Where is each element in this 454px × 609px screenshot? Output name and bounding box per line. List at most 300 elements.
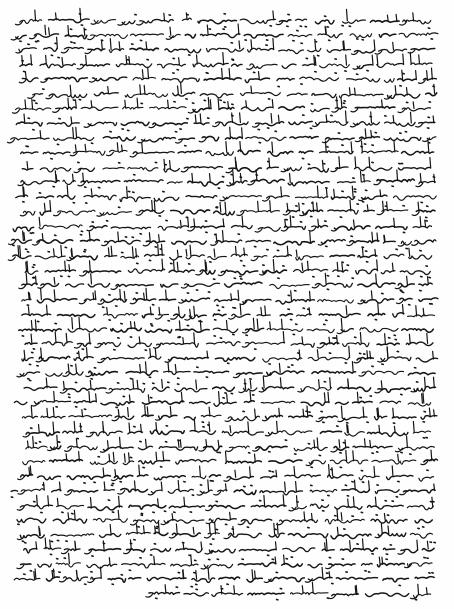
ink-ascender bbox=[50, 201, 51, 212]
ink-ascender bbox=[380, 190, 381, 197]
ink-descender bbox=[80, 272, 87, 276]
ink-word bbox=[193, 63, 228, 67]
ink-word bbox=[310, 504, 328, 508]
ink-descender bbox=[188, 227, 195, 231]
ink-word bbox=[276, 300, 315, 304]
ink-ascender bbox=[41, 348, 42, 358]
handwritten-line bbox=[19, 318, 434, 337]
ink-word bbox=[20, 64, 32, 66]
ink-ascender bbox=[68, 26, 69, 36]
ink-descender bbox=[54, 212, 61, 216]
ink-descender bbox=[326, 565, 333, 569]
ink-word bbox=[316, 121, 348, 125]
ink-ascender bbox=[352, 186, 353, 197]
ink-ascender bbox=[175, 365, 176, 373]
ink-ascender bbox=[413, 13, 414, 21]
ink-ascender bbox=[89, 392, 90, 402]
ink-word bbox=[22, 416, 37, 418]
ink-word bbox=[34, 34, 58, 37]
ink-ascender bbox=[45, 538, 46, 549]
ink-ascender bbox=[275, 557, 276, 564]
ink-ascender bbox=[31, 334, 32, 344]
ink-ascender bbox=[407, 276, 408, 284]
ink-ascender bbox=[273, 11, 274, 20]
ink-word bbox=[64, 577, 88, 581]
handwritten-line bbox=[24, 538, 436, 556]
ink-word bbox=[45, 77, 87, 81]
ink-ascender bbox=[66, 333, 67, 343]
ink-descender bbox=[95, 344, 102, 348]
ink-ascender bbox=[302, 586, 303, 594]
ink-word bbox=[269, 533, 284, 537]
ink-ascender bbox=[263, 377, 264, 388]
handwritten-line bbox=[17, 362, 435, 379]
ink-ascender bbox=[378, 303, 379, 314]
ink-ascender bbox=[244, 248, 245, 256]
ink-ascender bbox=[193, 527, 194, 534]
ink-ascender bbox=[231, 294, 232, 301]
ink-word bbox=[315, 283, 352, 287]
ink-ascender bbox=[375, 497, 376, 506]
ink-ascender bbox=[181, 82, 182, 93]
ink-ascender bbox=[417, 540, 418, 550]
ink-ascender bbox=[196, 571, 197, 580]
ink-descender bbox=[28, 95, 35, 99]
ink-word bbox=[73, 151, 105, 155]
ink-descender bbox=[226, 169, 233, 173]
ink-ascender bbox=[310, 232, 311, 243]
ink-ascender bbox=[255, 571, 256, 579]
ink-ascender bbox=[341, 513, 342, 521]
ink-word bbox=[194, 371, 229, 373]
ink-ascender bbox=[349, 88, 350, 95]
ink-word bbox=[269, 460, 302, 463]
ink-ascender bbox=[46, 378, 47, 388]
ink-word bbox=[170, 257, 182, 260]
ink-ascender bbox=[129, 395, 130, 403]
ink-ascender bbox=[256, 170, 257, 181]
ink-ascender bbox=[30, 466, 31, 476]
ink-word bbox=[198, 20, 236, 24]
ink-ascender bbox=[142, 70, 143, 79]
ink-ascender bbox=[68, 98, 69, 108]
ink-ascender bbox=[118, 510, 119, 519]
ink-ascender bbox=[113, 452, 114, 462]
ink-ascender bbox=[382, 557, 383, 564]
ink-descender bbox=[226, 448, 233, 452]
ink-ascender bbox=[290, 173, 291, 182]
ink-word bbox=[419, 122, 435, 123]
ink-ascender bbox=[101, 567, 102, 578]
ink-ascender bbox=[146, 288, 147, 299]
handwritten-line bbox=[26, 435, 435, 454]
ink-ascender bbox=[377, 55, 378, 64]
ink-word bbox=[226, 461, 262, 464]
ink-ascender bbox=[96, 394, 97, 402]
ink-ascender bbox=[365, 439, 366, 447]
ink-ascender bbox=[141, 424, 142, 432]
ink-ascender bbox=[178, 86, 179, 94]
ink-word bbox=[319, 64, 349, 68]
ink-ascender bbox=[139, 337, 140, 344]
ink-ascender bbox=[226, 451, 227, 462]
ink-word bbox=[105, 255, 117, 256]
ink-ascender bbox=[149, 233, 150, 242]
ink-ascender bbox=[362, 248, 363, 257]
ink-ascender bbox=[367, 205, 368, 212]
ink-ascender bbox=[332, 468, 333, 476]
ink-ascender bbox=[197, 55, 198, 64]
ink-ascender bbox=[118, 410, 119, 417]
ink-ascender bbox=[315, 57, 316, 65]
ink-word bbox=[338, 387, 371, 391]
ink-ascender bbox=[433, 351, 434, 359]
ink-word bbox=[192, 476, 206, 479]
ink-word bbox=[81, 181, 120, 183]
ink-ascender bbox=[73, 174, 74, 182]
ink-ascender bbox=[261, 308, 262, 316]
ink-ascender bbox=[54, 278, 55, 285]
ink-word bbox=[362, 563, 373, 565]
ink-word bbox=[216, 122, 249, 126]
ink-ascender bbox=[218, 98, 219, 108]
ink-word bbox=[53, 519, 86, 524]
ink-ascender bbox=[276, 542, 277, 550]
ink-word bbox=[223, 196, 262, 199]
ink-ascender bbox=[318, 219, 319, 227]
ink-word bbox=[77, 343, 90, 346]
ink-ascender bbox=[129, 453, 130, 462]
ink-ascender bbox=[348, 379, 349, 389]
ink-word bbox=[126, 532, 150, 534]
ink-ascender bbox=[431, 450, 432, 461]
ink-word bbox=[308, 49, 321, 52]
ink-ascender bbox=[156, 423, 157, 432]
ink-word bbox=[375, 490, 399, 494]
ink-word bbox=[399, 33, 438, 37]
ink-word bbox=[140, 19, 174, 23]
ink-word bbox=[398, 167, 430, 169]
ink-ascender bbox=[325, 273, 326, 284]
ink-ascender bbox=[170, 407, 171, 417]
handwritten-line bbox=[23, 450, 438, 468]
ink-ascender bbox=[347, 9, 348, 20]
ink-descender bbox=[155, 316, 162, 320]
ink-word bbox=[39, 225, 82, 229]
ink-ascender bbox=[240, 142, 241, 152]
ink-descender bbox=[398, 551, 405, 555]
ink-ascender bbox=[176, 524, 177, 534]
ink-ascender bbox=[170, 27, 171, 35]
ink-descender bbox=[239, 389, 246, 393]
ink-ascender bbox=[119, 42, 120, 50]
ink-word bbox=[56, 107, 76, 110]
ink-word bbox=[101, 357, 144, 359]
ink-ascender bbox=[238, 290, 239, 300]
ink-word bbox=[209, 505, 245, 508]
ink-word bbox=[57, 505, 84, 509]
ink-ascender bbox=[314, 440, 315, 448]
ink-ascender bbox=[234, 586, 235, 594]
ink-word bbox=[56, 563, 80, 567]
ink-word bbox=[159, 299, 175, 301]
ink-ascender bbox=[74, 422, 75, 433]
ink-ascender bbox=[360, 333, 361, 344]
ink-word bbox=[296, 256, 324, 260]
ink-word bbox=[415, 577, 434, 579]
ink-ascender bbox=[52, 571, 53, 578]
ink-word bbox=[277, 78, 294, 80]
ink-ascender bbox=[348, 499, 349, 507]
ink-ascender bbox=[226, 142, 227, 153]
ink-ascender bbox=[120, 290, 121, 301]
ink-word bbox=[24, 549, 37, 553]
ink-word bbox=[171, 564, 198, 566]
ink-descender bbox=[206, 507, 213, 511]
ink-descender bbox=[374, 181, 381, 185]
ink-word bbox=[58, 210, 95, 215]
ink-ascender bbox=[337, 527, 338, 535]
ink-ascender bbox=[155, 349, 156, 358]
ink-ascender bbox=[394, 426, 395, 433]
ink-word bbox=[322, 549, 334, 551]
ink-descender bbox=[351, 108, 358, 112]
ink-word bbox=[146, 241, 164, 243]
ink-descender bbox=[84, 124, 91, 128]
ink-descender bbox=[264, 579, 271, 583]
ink-word bbox=[403, 490, 435, 493]
ink-word bbox=[99, 534, 120, 538]
ink-word bbox=[294, 269, 328, 272]
ink-ascender bbox=[210, 174, 211, 183]
ink-ascender bbox=[31, 406, 32, 417]
ink-ascender bbox=[110, 525, 111, 535]
ink-word bbox=[91, 577, 102, 579]
ink-word bbox=[257, 315, 270, 316]
ink-ascender bbox=[407, 436, 408, 447]
ink-word bbox=[334, 447, 349, 451]
ink-ascender bbox=[147, 407, 148, 416]
ink-ascender bbox=[186, 250, 187, 257]
ink-word bbox=[419, 477, 434, 482]
ink-ascender bbox=[210, 100, 211, 109]
ink-ascender bbox=[255, 454, 256, 462]
ink-ascender bbox=[42, 234, 43, 241]
ink-word bbox=[20, 505, 52, 509]
ink-ascender bbox=[341, 99, 342, 109]
ink-word bbox=[377, 63, 404, 67]
ink-word bbox=[241, 519, 272, 524]
ink-ascender bbox=[201, 542, 202, 550]
ink-word bbox=[291, 592, 329, 594]
ink-word bbox=[124, 180, 163, 182]
ink-word bbox=[161, 284, 178, 287]
ink-word bbox=[204, 564, 232, 568]
ink-ascender bbox=[317, 203, 318, 212]
ink-ascender bbox=[329, 337, 330, 344]
ink-descender bbox=[111, 286, 118, 290]
ink-word bbox=[241, 210, 280, 212]
ink-ascender bbox=[409, 334, 410, 343]
ink-ascender bbox=[95, 291, 96, 300]
ink-word bbox=[26, 446, 47, 449]
ink-word bbox=[411, 63, 432, 65]
handwritten-line bbox=[14, 567, 434, 586]
ink-ascender bbox=[329, 572, 330, 579]
ink-ascender bbox=[170, 161, 171, 170]
ink-ascender bbox=[299, 203, 300, 211]
ink-word bbox=[214, 402, 236, 406]
ink-descender bbox=[124, 550, 131, 554]
ink-ascender bbox=[150, 307, 151, 315]
handwritten-line bbox=[16, 37, 435, 56]
ink-word bbox=[263, 358, 302, 362]
ink-ascender bbox=[183, 338, 184, 345]
ink-ascender bbox=[285, 482, 286, 492]
ink-ascender bbox=[103, 426, 104, 433]
ink-ascender bbox=[337, 336, 338, 344]
ink-ascender bbox=[372, 55, 373, 65]
ink-ascender bbox=[230, 127, 231, 138]
ink-word bbox=[100, 212, 131, 215]
ink-ascender bbox=[328, 392, 329, 402]
ink-ascender bbox=[341, 319, 342, 330]
ink-descender bbox=[85, 550, 92, 554]
ink-word bbox=[81, 107, 118, 110]
ink-ascender bbox=[251, 40, 252, 50]
ink-ascender bbox=[180, 221, 181, 228]
ink-ascender bbox=[407, 88, 408, 95]
ink-word bbox=[267, 328, 303, 331]
ink-ascender bbox=[434, 377, 435, 388]
ink-ascender bbox=[183, 543, 184, 550]
ink-word bbox=[11, 490, 17, 491]
ink-ascender bbox=[190, 309, 191, 316]
ink-ascender bbox=[156, 452, 157, 461]
ink-word bbox=[178, 150, 201, 153]
ink-ascender bbox=[248, 422, 249, 433]
ink-word bbox=[320, 151, 353, 154]
ink-ascender bbox=[302, 337, 303, 344]
ink-word bbox=[63, 431, 83, 433]
ink-ascender bbox=[411, 112, 412, 123]
ink-ascender bbox=[240, 113, 241, 123]
ink-descender bbox=[61, 49, 68, 53]
ink-word bbox=[21, 180, 59, 184]
ink-ascender bbox=[259, 72, 260, 80]
ink-ascender bbox=[137, 380, 138, 389]
ink-ascender bbox=[144, 526, 145, 534]
ink-word bbox=[176, 548, 203, 552]
ink-word bbox=[350, 34, 372, 38]
ink-ascender bbox=[91, 274, 92, 284]
ink-word bbox=[222, 431, 263, 435]
ink-word bbox=[186, 255, 204, 259]
ink-ascender bbox=[111, 246, 112, 256]
ink-word bbox=[154, 532, 168, 535]
handwritten-line bbox=[24, 377, 436, 395]
ink-word bbox=[206, 151, 233, 155]
ink-ascender bbox=[413, 422, 414, 433]
ink-word bbox=[35, 256, 65, 259]
ink-ascender bbox=[314, 56, 315, 66]
ink-ascender bbox=[79, 452, 80, 461]
ink-word bbox=[130, 34, 163, 36]
ink-ascender bbox=[66, 454, 67, 461]
ink-ascender bbox=[228, 102, 229, 109]
ink-ascender bbox=[230, 512, 231, 519]
ink-descender bbox=[13, 110, 20, 114]
ink-ascender bbox=[87, 348, 88, 358]
ink-descender bbox=[78, 182, 85, 186]
ink-ascender bbox=[433, 116, 434, 123]
ink-ascender bbox=[162, 259, 163, 270]
ink-ascender bbox=[208, 569, 209, 579]
ink-word bbox=[34, 400, 70, 404]
ink-word bbox=[238, 562, 275, 566]
ink-ascender bbox=[287, 203, 288, 211]
ink-ascender bbox=[28, 307, 29, 315]
ink-word bbox=[377, 343, 399, 345]
ink-ascender bbox=[223, 53, 224, 64]
ink-word bbox=[319, 314, 360, 318]
ink-descender bbox=[19, 79, 26, 83]
ink-word bbox=[19, 329, 62, 332]
ink-word bbox=[37, 240, 73, 243]
ink-word bbox=[246, 240, 271, 242]
ink-word bbox=[108, 578, 126, 582]
ink-ascender bbox=[339, 440, 340, 448]
ink-word bbox=[103, 167, 124, 169]
ink-ascender bbox=[165, 585, 166, 593]
ink-ascender bbox=[47, 305, 48, 315]
ink-ascender bbox=[91, 189, 92, 197]
ink-ascender bbox=[75, 541, 76, 550]
ink-ascender bbox=[392, 263, 393, 271]
ink-ascender bbox=[75, 145, 76, 152]
ink-word bbox=[246, 137, 286, 141]
ink-ascender bbox=[115, 470, 116, 477]
ink-descender bbox=[281, 227, 288, 231]
ink-ascender bbox=[296, 482, 297, 492]
ink-ascender bbox=[80, 423, 81, 432]
ink-word bbox=[213, 387, 235, 391]
ink-ascender bbox=[215, 523, 216, 534]
ink-word bbox=[216, 240, 242, 243]
ink-ascender bbox=[299, 350, 300, 359]
ink-word bbox=[173, 92, 195, 96]
ink-ascender bbox=[24, 188, 25, 197]
ink-ascender bbox=[356, 585, 357, 594]
ink-word bbox=[244, 34, 283, 38]
ink-ascender bbox=[312, 582, 313, 593]
ink-word bbox=[385, 122, 416, 126]
ink-ascender bbox=[183, 570, 184, 579]
ink-ascender bbox=[158, 244, 159, 255]
ink-word bbox=[153, 123, 187, 126]
ink-word bbox=[375, 416, 387, 420]
ink-ascender bbox=[384, 514, 385, 521]
ink-word bbox=[241, 92, 281, 95]
ink-word bbox=[240, 19, 275, 23]
ink-word bbox=[129, 578, 141, 579]
ink-ascender bbox=[179, 58, 180, 65]
ink-ascender bbox=[136, 249, 137, 258]
ink-ascender bbox=[226, 484, 227, 491]
ink-ascender bbox=[72, 318, 73, 329]
ink-ascender bbox=[279, 408, 280, 417]
ink-word bbox=[401, 241, 411, 245]
